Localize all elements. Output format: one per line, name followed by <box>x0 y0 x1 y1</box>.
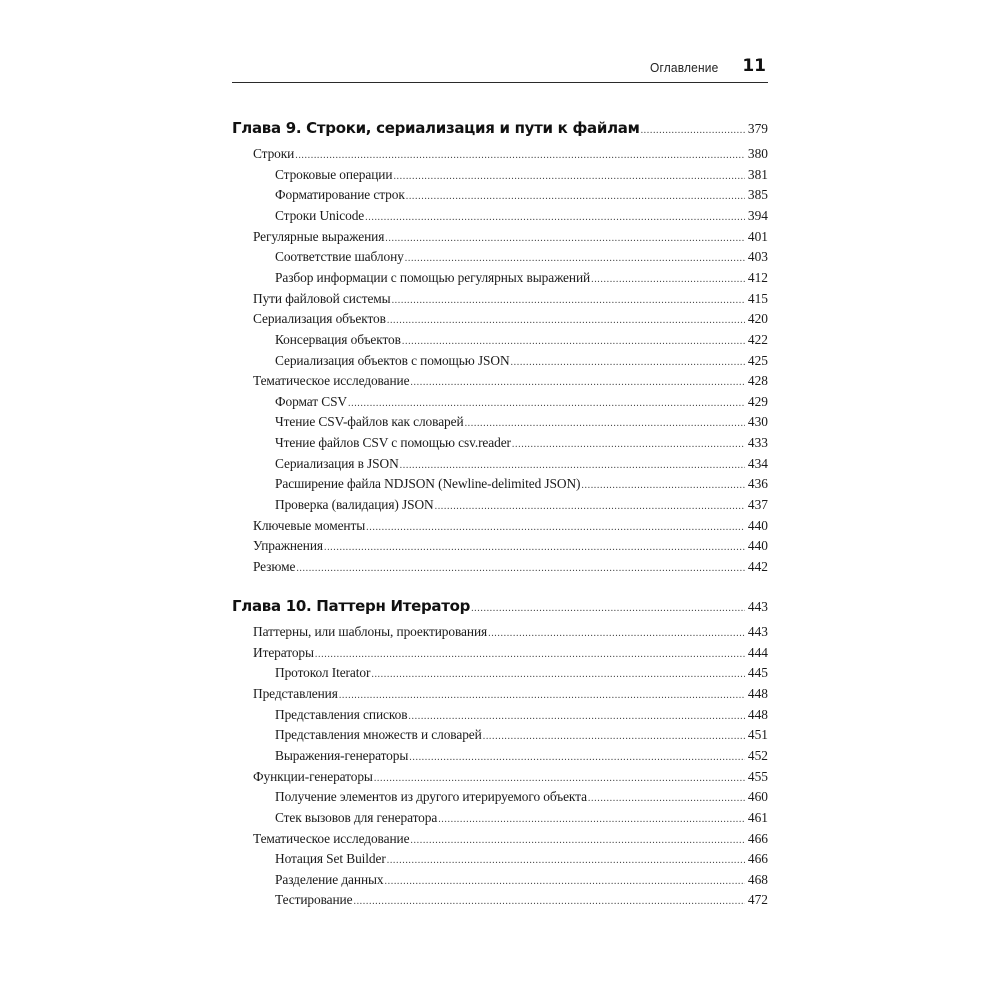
dot-leader <box>406 191 745 202</box>
dot-leader <box>365 212 745 223</box>
entry-title: Получение элементов из другого итерируемого объекта <box>275 789 587 805</box>
toc-subsection-entry[interactable] <box>275 394 768 410</box>
dot-leader <box>353 896 745 907</box>
toc-subsection-entry[interactable] <box>275 476 768 492</box>
entry-title: Формат CSV <box>275 393 347 409</box>
dot-leader <box>465 418 745 429</box>
toc-subsection-entry[interactable] <box>275 249 768 265</box>
entry-page: 394 <box>747 207 768 223</box>
dot-leader <box>471 603 745 614</box>
dot-leader <box>296 563 745 574</box>
chapter-title: Глава 9. Строки, сериализация и пути к файлам <box>232 119 640 137</box>
dot-leader <box>315 649 745 660</box>
entry-title: Соответствие шаблону <box>275 249 404 265</box>
toc-subsection-entry[interactable] <box>275 497 768 513</box>
entry-page: 442 <box>747 559 768 574</box>
entry-page: 460 <box>747 789 768 805</box>
toc-section-entry[interactable] <box>253 311 768 327</box>
running-header-section: Оглавление <box>649 60 718 75</box>
dot-leader <box>408 711 745 722</box>
entry-title: Сериализация объектов <box>253 311 386 327</box>
dot-leader <box>348 398 745 409</box>
toc-subsection-entry[interactable] <box>275 727 768 743</box>
chapter-page: 443 <box>747 599 768 614</box>
dot-leader <box>371 669 745 680</box>
entry-title: Тематическое исследование <box>253 830 410 846</box>
entry-page: 455 <box>747 768 768 784</box>
toc-section-entry[interactable] <box>253 624 768 640</box>
dot-leader <box>588 793 745 804</box>
toc-subsection-entry[interactable] <box>275 789 768 805</box>
entry-title: Чтение CSV-файлов как словарей <box>275 414 464 430</box>
toc-section-entry[interactable] <box>253 831 768 847</box>
entry-page: 403 <box>747 249 768 265</box>
toc-subsection-entry[interactable] <box>275 435 768 451</box>
dot-leader <box>512 439 745 450</box>
entry-page: 412 <box>747 269 768 285</box>
dot-leader <box>387 855 745 866</box>
dot-leader <box>385 876 745 887</box>
toc-section-entry[interactable] <box>253 686 768 702</box>
toc-section-entry[interactable] <box>253 146 768 162</box>
entry-page: 448 <box>747 685 768 701</box>
toc-subsection-entry[interactable] <box>275 187 768 203</box>
entry-title: Строковые операции <box>275 166 393 182</box>
toc-subsection-entry[interactable] <box>275 851 768 867</box>
entry-page: 430 <box>747 414 768 430</box>
dot-leader <box>385 233 745 244</box>
entry-title: Сериализация в JSON <box>275 455 399 471</box>
dot-leader <box>405 253 745 264</box>
toc-subsection-entry[interactable] <box>275 414 768 430</box>
entry-title: Функции-генераторы <box>253 768 373 784</box>
toc-subsection-entry[interactable] <box>275 270 768 286</box>
toc-subsection-entry[interactable] <box>275 353 768 369</box>
dot-leader <box>488 628 745 639</box>
entry-page: 422 <box>747 331 768 347</box>
entry-title: Представления множеств и словарей <box>275 727 482 743</box>
toc-subsection-entry[interactable] <box>275 167 768 183</box>
dot-leader <box>641 125 745 136</box>
entry-page: 429 <box>747 393 768 409</box>
toc-section-entry[interactable] <box>253 559 768 575</box>
entry-title: Упражнения <box>253 538 323 554</box>
toc-section-entry[interactable] <box>253 645 768 661</box>
toc-subsection-entry[interactable] <box>275 665 768 681</box>
entry-title: Выражения-генераторы <box>275 747 409 763</box>
toc-subsection-entry[interactable] <box>275 332 768 348</box>
entry-title: Резюме <box>253 559 296 574</box>
page-number: 11 <box>742 56 766 76</box>
entry-page: 433 <box>747 435 768 451</box>
toc-section-entry[interactable] <box>253 769 768 785</box>
dot-leader <box>581 480 745 491</box>
entry-page: 381 <box>747 166 768 182</box>
entry-page: 436 <box>747 476 768 492</box>
entry-title: Расширение файла NDJSON (Newline-delimited JSON) <box>275 476 581 492</box>
entry-page: 445 <box>747 665 768 681</box>
entry-title: Ключевые моменты <box>253 517 366 533</box>
dot-leader <box>591 274 745 285</box>
toc-subsection-entry[interactable] <box>275 707 768 723</box>
entry-page: 415 <box>747 290 768 306</box>
toc-section-entry[interactable] <box>253 229 768 245</box>
entry-title: Проверка (валидация) JSON <box>275 497 434 513</box>
entry-page: 385 <box>747 187 768 203</box>
toc-subsection-entry[interactable] <box>275 872 768 888</box>
dot-leader <box>400 460 745 471</box>
dot-leader <box>410 835 745 846</box>
entry-page: 440 <box>747 538 768 554</box>
toc-section-entry[interactable] <box>253 518 768 534</box>
entry-page: 425 <box>747 352 768 368</box>
toc-section-entry[interactable] <box>253 373 768 389</box>
dot-leader <box>435 501 745 512</box>
dot-leader <box>366 522 745 533</box>
entry-title: Чтение файлов CSV с помощью csv.reader <box>275 435 511 451</box>
toc-subsection-entry[interactable] <box>275 456 768 472</box>
toc-subsection-entry[interactable] <box>275 892 768 908</box>
entry-page: 443 <box>747 624 768 639</box>
dot-leader <box>438 814 745 825</box>
entry-page: 452 <box>747 747 768 763</box>
dot-leader <box>339 690 745 701</box>
dot-leader <box>374 773 745 784</box>
toc-subsection-entry[interactable] <box>275 748 768 764</box>
entry-title: Представления списков <box>275 706 408 722</box>
chapter-heading[interactable] <box>232 597 768 615</box>
chapter-page: 379 <box>747 121 768 136</box>
dot-leader <box>409 752 745 763</box>
entry-title: Разделение данных <box>275 871 384 887</box>
entry-page: 434 <box>747 455 768 471</box>
dot-leader <box>324 542 745 553</box>
dot-leader <box>387 315 745 326</box>
dot-leader <box>511 357 745 368</box>
entry-page: 466 <box>747 851 768 867</box>
toc-section-entry[interactable] <box>253 538 768 554</box>
entry-title: Пути файловой системы <box>253 290 391 306</box>
dot-leader <box>393 171 745 182</box>
entry-title: Консервация объектов <box>275 331 401 347</box>
entry-title: Протокол Iterator <box>275 665 371 681</box>
running-header <box>232 56 768 83</box>
entry-title: Регулярные выражения <box>253 228 385 244</box>
dot-leader <box>402 336 745 347</box>
dot-leader <box>392 295 745 306</box>
entry-page: 380 <box>747 146 768 161</box>
dot-leader <box>483 731 745 742</box>
dot-leader <box>410 377 745 388</box>
entry-title: Паттерны, или шаблоны, проектирования <box>253 624 488 639</box>
entry-page: 461 <box>747 809 768 825</box>
entry-page: 468 <box>747 871 768 887</box>
chapter-heading[interactable] <box>232 119 768 137</box>
entry-page: 444 <box>747 644 768 660</box>
entry-title: Итераторы <box>253 644 314 660</box>
entry-page: 440 <box>747 517 768 533</box>
entry-page: 472 <box>747 892 768 908</box>
entry-page: 420 <box>747 311 768 327</box>
entry-page: 451 <box>747 727 768 743</box>
entry-title: Тестирование <box>275 892 353 908</box>
entry-title: Тематическое исследование <box>253 373 410 389</box>
dot-leader <box>295 150 745 161</box>
toc-subsection-entry[interactable] <box>275 208 768 224</box>
entry-page: 401 <box>747 228 768 244</box>
entry-title: Сериализация объектов с помощью JSON <box>275 352 510 368</box>
entry-title: Представления <box>253 685 338 701</box>
entry-title: Разбор информации с помощью регулярных выражений <box>275 269 591 285</box>
entry-title: Стек вызовов для генератора <box>275 809 438 825</box>
entry-page: 448 <box>747 706 768 722</box>
toc-section-entry[interactable] <box>253 291 768 307</box>
toc-subsection-entry[interactable] <box>275 810 768 826</box>
entry-page: 437 <box>747 497 768 513</box>
entry-title: Строки <box>253 146 295 161</box>
entry-title: Нотация Set Builder <box>275 851 386 867</box>
entry-page: 466 <box>747 830 768 846</box>
chapter-title: Глава 10. Паттерн Итератор <box>232 597 471 615</box>
entry-page: 428 <box>747 373 768 389</box>
entry-title: Строки Unicode <box>275 207 365 223</box>
entry-title: Форматирование строк <box>275 187 405 203</box>
